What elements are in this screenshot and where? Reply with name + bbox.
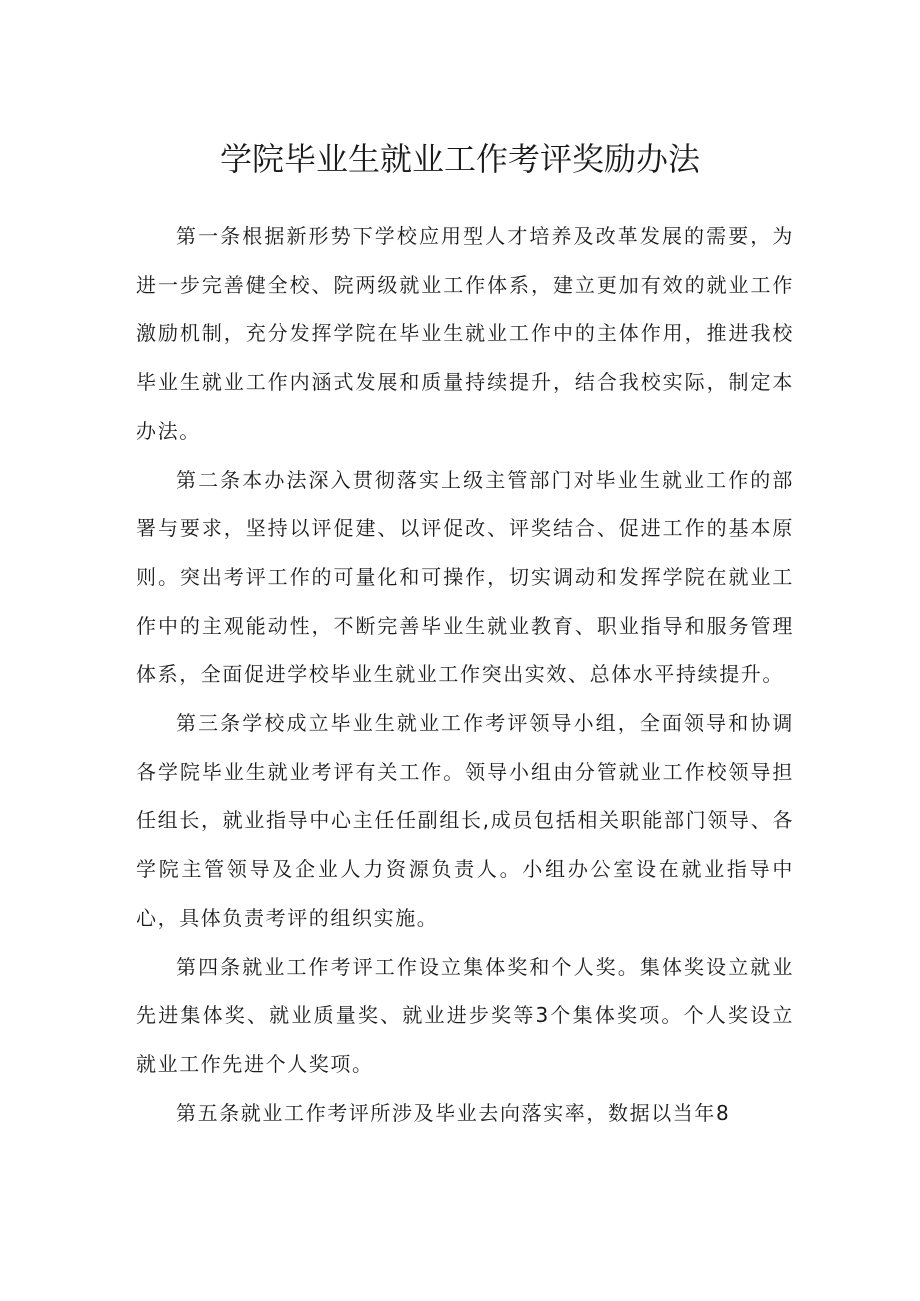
paragraph-article-5: 第五条就业工作考评所涉及毕业去向落实率，数据以当年8 [176,1100,731,1125]
document-title: 学院毕业生就业工作考评奖励办法 [219,140,700,178]
document-body [136,212,794,1137]
paragraph-article-1: 第一条根据新形势下学校应用型人才培养及改革发展的需要，为进一步完善健全校、院两级就业工作体系，建立更加有效的就业工作激励机制，充分发挥学院在毕业生就业工作中的主体作用，推进我校毕业生就业工作内涵式发展和质量持续提升，结合我校实际，制定本办法。 [136,224,794,443]
paragraph-article-3: 第三条学校成立毕业生就业工作考评领导小组，全面领导和协调各学院毕业生就业考评有关工作。领导小组由分管就业工作校领导担任组长，就业指导中心主任任副组长,成员包括相关职能部门领导、各学院主管领导及企业人力资源负责人。小组办公室设在就业指导中心，具体负责考评的组织实施。 [136,711,794,930]
paragraph-article-2: 第二条本办法深入贯彻落实上级主管部门对毕业生就业工作的部署与要求，坚持以评促建、以评促改、评奖结合、促进工作的基本原则。突出考评工作的可量化和可操作，切实调动和发挥学院在就业工作中的主观能动性，不断完善毕业生就业教育、职业指导和服务管理体系，全面促进学校毕业生就业工作突出实效、总体水平持续提升。 [136,467,794,687]
paragraph-article-4: 第四条就业工作考评工作设立集体奖和个人奖。集体奖设立就业先进集体奖、就业质量奖、就业进步奖等3个集体奖项。个人奖设立就业工作先进个人奖项。 [136,954,794,1076]
